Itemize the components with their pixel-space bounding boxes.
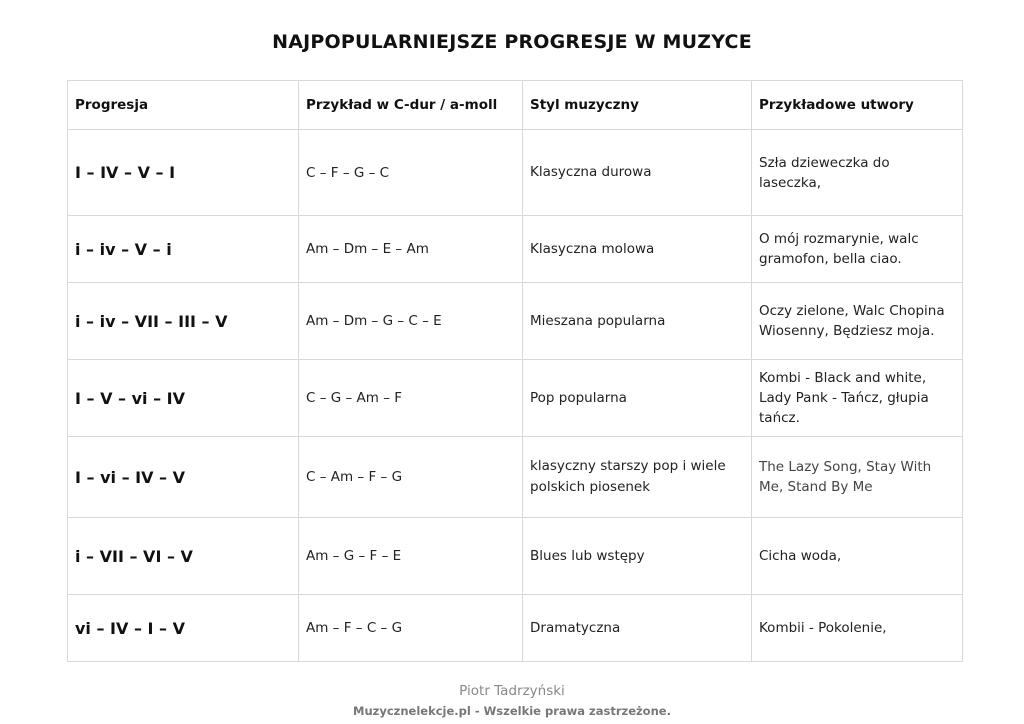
songs-cell: Szła dzieweczka do laseczka, — [752, 130, 963, 216]
progression-cell: i – iv – V – i — [68, 216, 299, 283]
progression-cell: I – IV – V – I — [68, 130, 299, 216]
progression-cell: vi – IV – I – V — [68, 595, 299, 662]
table-row — [68, 360, 963, 437]
style-cell: Klasyczna durowa — [523, 130, 752, 216]
table-row — [68, 216, 963, 283]
example-cell: C – F – G – C — [299, 130, 523, 216]
style-cell: klasyczny starszy pop i wiele polskich piosenek — [523, 437, 752, 518]
table-row — [68, 518, 963, 595]
progression-cell: I – V – vi – IV — [68, 360, 299, 437]
example-cell: C – Am – F – G — [299, 437, 523, 518]
songs-cell: O mój rozmarynie, walc gramofon, bella ciao. — [752, 216, 963, 283]
songs-cell: Oczy zielone, Walc Chopina Wiosenny, Będziesz moja. — [752, 283, 963, 360]
progression-cell: I – vi – IV – V — [68, 437, 299, 518]
table-header-row — [68, 81, 963, 130]
table-row — [68, 130, 963, 216]
example-cell: C – G – Am – F — [299, 360, 523, 437]
style-cell: Dramatyczna — [523, 595, 752, 662]
table-row — [68, 595, 963, 662]
header-style: Styl muzyczny — [523, 81, 752, 130]
header-example: Przykład w C-dur / a-moll — [299, 81, 523, 130]
table-row — [68, 437, 963, 518]
songs-cell: Kombii - Pokolenie, — [752, 595, 963, 662]
songs-cell: Cicha woda, — [752, 518, 963, 595]
table-row — [68, 283, 963, 360]
header-songs: Przykładowe utwory — [752, 81, 963, 130]
style-cell: Mieszana popularna — [523, 283, 752, 360]
footer-author: Piotr Tadrzyński — [459, 683, 565, 699]
example-cell: Am – Dm – E – Am — [299, 216, 523, 283]
header-progression: Progresja — [68, 81, 299, 130]
progression-cell: i – iv – VII – III – V — [68, 283, 299, 360]
style-cell: Blues lub wstępy — [523, 518, 752, 595]
style-cell: Pop popularna — [523, 360, 752, 437]
example-cell: Am – Dm – G – C – E — [299, 283, 523, 360]
footer-copyright: Muzycznelekcje.pl - Wszelkie prawa zastrzeżone. — [353, 704, 671, 718]
songs-cell: Kombi - Black and white, Lady Pank - Tańcz, głupia tańcz. — [752, 360, 963, 437]
style-cell: Klasyczna molowa — [523, 216, 752, 283]
songs-cell: The Lazy Song, Stay With Me, Stand By Me — [752, 437, 963, 518]
example-cell: Am – G – F – E — [299, 518, 523, 595]
example-cell: Am – F – C – G — [299, 595, 523, 662]
progression-cell: i – VII – VI – V — [68, 518, 299, 595]
progressions-table — [67, 80, 963, 662]
page-title: NAJPOPULARNIEJSZE PROGRESJE W MUZYCE — [272, 31, 752, 53]
